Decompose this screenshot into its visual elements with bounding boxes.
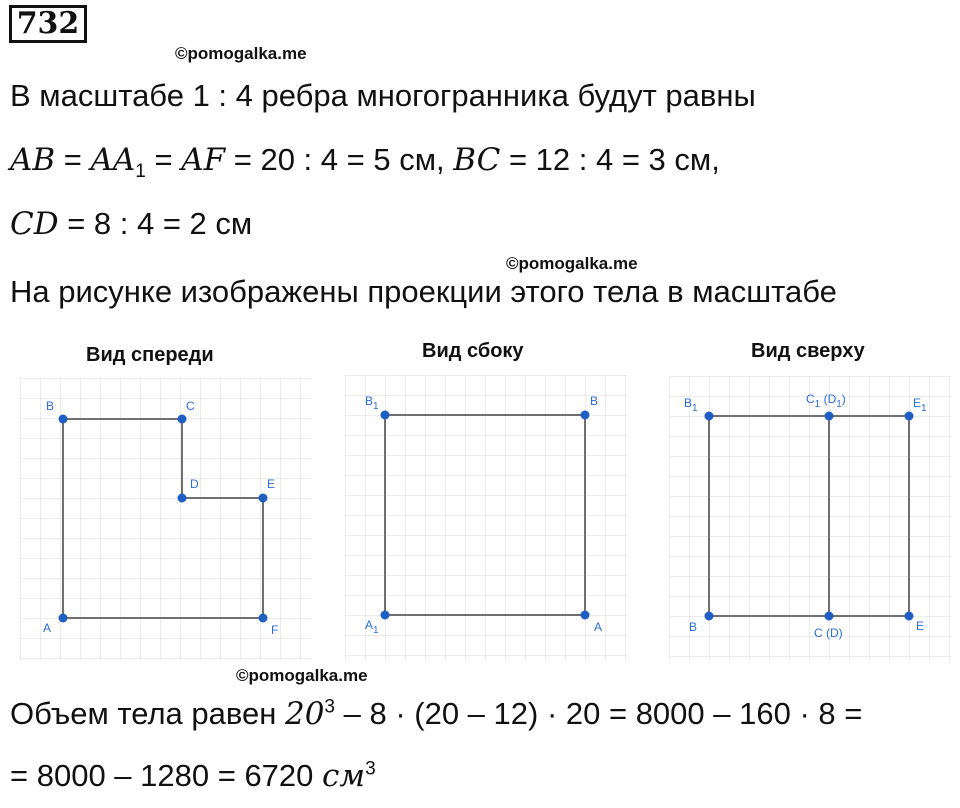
label-e1: $E_1$ [913,396,927,414]
equals: = [145,142,182,177]
segment-aa1: AA [90,142,136,178]
side-view-drawing [345,375,627,660]
point-b [705,612,714,621]
point-c-d [825,612,834,621]
label-e: E [267,477,276,491]
front-view-title: Вид спереди [86,344,214,366]
front-view-drawing [20,378,312,660]
segment-ab: AB [10,142,56,178]
unit: см [322,758,366,794]
point-b [59,415,68,424]
point-b1 [705,412,714,421]
side-view-title: Вид сбоку [422,340,524,362]
subscript: 1 [135,161,146,183]
base-number: 20 [284,696,325,732]
point-a [59,614,68,623]
text-line-5 [10,696,862,732]
label-a1: $A_1$ [365,618,379,636]
label-b1: $B_1$ [684,396,698,414]
watermark: ©pomogalka.me [506,254,638,273]
top-view-drawing [669,376,951,661]
label-a: A [594,620,603,634]
equals: = [55,142,91,177]
problem-number: 732 [9,5,87,43]
exponent: 3 [365,758,376,780]
label-b: B [590,394,599,408]
point-e [259,494,268,503]
calc-text: = 12 : 4 = 3 см, [500,142,720,177]
point-b [581,411,590,420]
watermark: ©pomogalka.me [236,666,368,685]
label-d: D [190,477,199,491]
top-view-title: Вид сверху [751,340,865,362]
calc-text: = 8 : 4 = 2 см [58,206,253,241]
text-line-6 [10,758,376,794]
point-a [581,611,590,620]
label-f: F [271,623,279,637]
label-c1-d1: $C_1$ $(D_1)$ [806,392,846,410]
segment-cd: CD [10,206,59,242]
exponent: 3 [324,696,335,718]
point-e [905,612,914,621]
text-line-3 [10,206,252,242]
calc-text: Объем тела равен [10,696,285,731]
calc-text: = 20 : 4 = 5 см, [225,142,454,177]
calc-text: = 8000 – 1280 = 6720 [10,758,323,793]
point-d [178,494,187,503]
label-b: B [689,620,698,634]
watermark: ©pomogalka.me [175,44,307,63]
segment-bc: BC [453,142,501,178]
label-a: A [43,621,52,635]
label-b: B [46,399,55,413]
point-c1-d1 [825,412,834,421]
label-c-d: C (D) [814,626,843,640]
label-b1: $B_1$ [365,394,379,412]
calc-text: – 8 · (20 – 12) · 20 = 8000 – 160 · 8 = [335,696,863,731]
point-a1 [381,611,390,620]
text-line-2 [10,142,720,183]
label-e: E [916,619,925,633]
point-e1 [905,412,914,421]
label-c: C [186,399,195,413]
point-b1 [381,411,390,420]
text-line-1: В масштабе 1 : 4 ребра многогранника будут равны [10,78,756,113]
point-f [259,614,268,623]
segment-af: AF [181,142,226,178]
text-line-4: На рисунке изображены проекции этого тела в масштабе [10,274,837,309]
point-c [178,415,187,424]
